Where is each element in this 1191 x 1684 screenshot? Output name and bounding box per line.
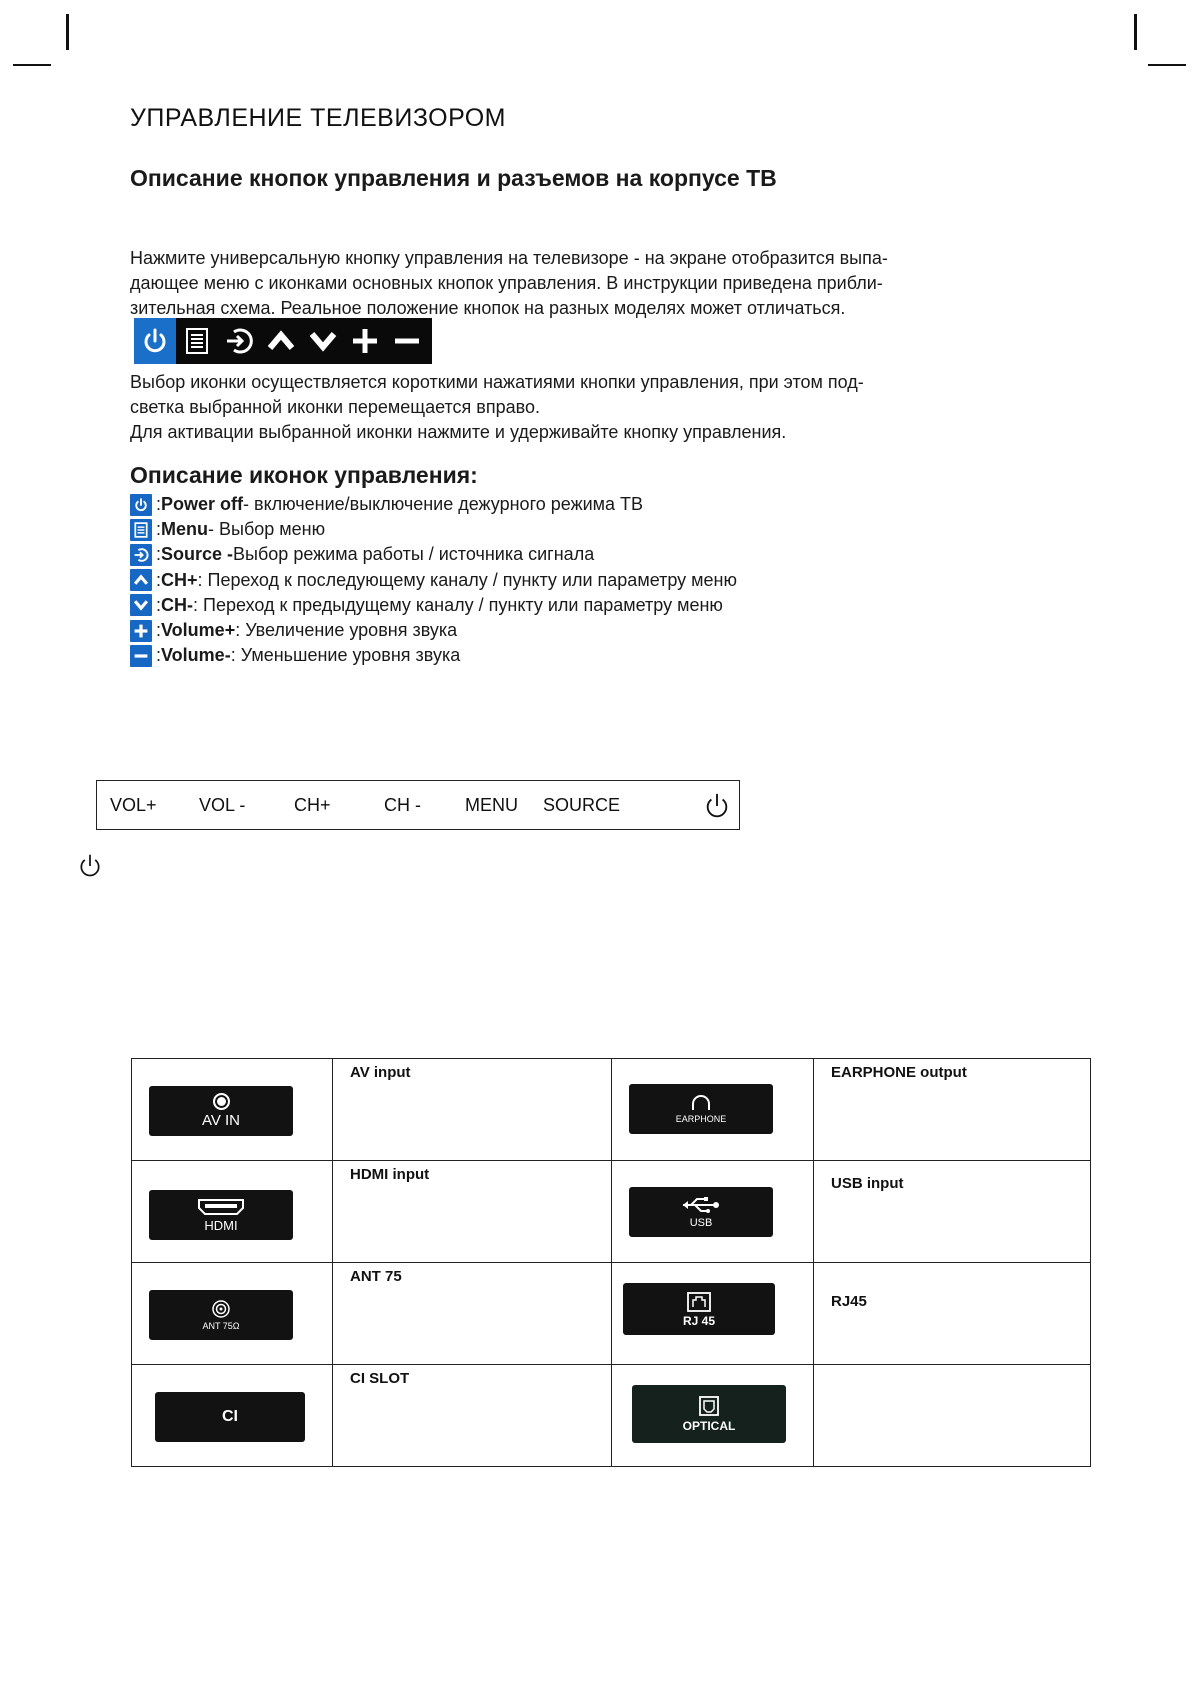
tv-button-panel	[96, 780, 740, 830]
plate-label: CI	[222, 1408, 238, 1425]
earphone-plate	[629, 1084, 773, 1134]
onscreen-icon-bar	[134, 318, 432, 364]
port-image-cell	[612, 1059, 814, 1161]
power-icon	[703, 792, 731, 825]
legend-name: Menu	[161, 519, 209, 540]
icon-legend	[130, 492, 737, 668]
volume-up-icon	[344, 318, 386, 364]
source-icon	[218, 318, 260, 364]
ch-up-icon	[130, 569, 152, 591]
plate-label: USB	[689, 1216, 713, 1229]
legend-item	[130, 643, 737, 668]
legend-desc: - Выбор меню	[208, 519, 326, 540]
legend-name: CH-	[161, 594, 194, 615]
ports-table	[131, 1058, 1091, 1467]
port-image-cell	[132, 1161, 333, 1263]
usb-plate	[629, 1187, 773, 1237]
port-desc-cell	[333, 1161, 612, 1263]
legend-sep: :	[156, 619, 162, 640]
section-subtitle: Описание кнопок управления и разъемов на корпусе ТВ	[130, 165, 777, 191]
plate-label: EARPHONE	[675, 1114, 727, 1124]
legend-item	[130, 517, 737, 542]
legend-name: Power off	[161, 494, 244, 514]
hdmi-plate	[149, 1190, 293, 1240]
power-icon	[130, 494, 152, 516]
legend-sep: :	[156, 645, 162, 666]
legend-name: Source -	[161, 544, 234, 565]
panel-label-menu: MENU	[465, 795, 518, 815]
legend-sep: :	[156, 544, 162, 565]
intro-line: Нажмите универсальную кнопку управления на телевизоре - на экране отобразится выпа-	[130, 248, 888, 268]
jack-icon	[213, 1093, 230, 1110]
legend-item	[130, 492, 737, 517]
volume-up-icon	[130, 620, 152, 642]
rj45-plate	[623, 1283, 775, 1335]
panel-label-vol-up: VOL+	[110, 795, 157, 815]
port-desc	[814, 1365, 1090, 1370]
legend-item	[130, 618, 737, 643]
optical-port-icon	[698, 1395, 720, 1417]
selection-line: Для активации выбранной иконки нажмите и удерживайте кнопку управления.	[130, 422, 787, 442]
legend-sep: :	[156, 494, 162, 514]
port-desc: AV input	[350, 1064, 411, 1081]
legend-desc: - включение/выключение дежурного режима ТВ	[243, 494, 644, 514]
table-row	[132, 1059, 1091, 1161]
volume-down-icon	[130, 645, 152, 667]
intro-paragraph	[130, 246, 950, 321]
table-row	[132, 1161, 1091, 1263]
intro-line: зительная схема. Реальное положение кнопок на разных моделях может отличаться.	[130, 298, 846, 318]
ci-plate	[155, 1392, 305, 1442]
intro-line: дающее меню с иконками основных кнопок управления. В инструкции приведена прибли-	[130, 273, 883, 293]
panel-label-vol-down: VOL -	[199, 795, 246, 815]
legend-item	[130, 593, 737, 618]
volume-down-icon	[386, 318, 428, 364]
port-image-cell	[612, 1263, 814, 1365]
plate-label: ANT 75Ω	[202, 1321, 240, 1331]
crop-mark-top-right-horizontal	[1148, 64, 1186, 66]
port-desc: ANT 75	[350, 1268, 402, 1285]
page-title: УПРАВЛЕНИЕ ТЕЛЕВИЗОРОМ	[130, 104, 506, 132]
av-in-plate	[149, 1086, 293, 1136]
port-desc-cell	[333, 1263, 612, 1365]
ethernet-icon	[686, 1291, 712, 1313]
port-image-cell	[132, 1059, 333, 1161]
legend-desc: : Уменьшение уровня звука	[230, 645, 461, 666]
port-image-cell	[132, 1365, 333, 1467]
plate-label: AV IN	[201, 1112, 241, 1129]
legend-item	[130, 568, 737, 593]
crop-mark-top-right-vertical	[1134, 14, 1137, 50]
icons-heading: Описание иконок управления:	[130, 462, 478, 488]
table-row	[132, 1263, 1091, 1365]
plate-label: RJ 45	[682, 1313, 716, 1328]
usb-icon	[681, 1196, 721, 1214]
legend-desc: : Увеличение уровня звука	[235, 619, 458, 640]
port-desc-cell	[814, 1161, 1091, 1263]
legend-desc: : Переход к предыдущему каналу / пункту или параметру меню	[193, 594, 723, 615]
menu-icon	[176, 318, 218, 364]
port-image-cell	[612, 1365, 814, 1467]
crop-mark-top-left-horizontal	[13, 64, 51, 66]
optical-plate	[632, 1385, 786, 1443]
headphone-icon	[690, 1094, 712, 1112]
legend-name: Volume-	[161, 645, 231, 666]
ch-down-icon	[302, 318, 344, 364]
panel-label-source: SOURCE	[543, 795, 621, 815]
port-desc: USB input	[831, 1175, 904, 1192]
ant-plate	[149, 1290, 293, 1340]
port-desc: CI SLOT	[350, 1370, 410, 1387]
crop-mark-top-left-vertical	[66, 14, 69, 50]
legend-sep: :	[156, 569, 162, 590]
selection-line: светка выбранной иконки перемещается вправо.	[130, 397, 540, 417]
hdmi-port-icon	[197, 1198, 245, 1216]
port-desc: HDMI input	[350, 1166, 430, 1183]
port-desc-cell	[814, 1059, 1091, 1161]
power-icon	[77, 853, 103, 884]
menu-icon	[130, 519, 152, 541]
legend-sep: :	[156, 519, 162, 540]
port-desc-cell	[333, 1365, 612, 1467]
port-image-cell	[132, 1263, 333, 1365]
port-desc-cell	[333, 1059, 612, 1161]
table-row	[132, 1365, 1091, 1467]
port-desc: EARPHONE output	[831, 1064, 967, 1081]
plate-label: HDMI	[204, 1217, 238, 1233]
port-image-cell	[612, 1161, 814, 1263]
panel-label-ch-up: CH+	[294, 795, 331, 815]
port-desc-cell	[814, 1365, 1091, 1467]
legend-desc: : Переход к последующему каналу / пункту или параметру меню	[197, 569, 737, 590]
legend-item	[130, 542, 737, 567]
ch-up-icon	[260, 318, 302, 364]
panel-label-ch-down: CH -	[384, 795, 421, 815]
plate-label: OPTICAL	[682, 1419, 736, 1433]
selection-paragraph	[130, 370, 950, 445]
legend-name: Volume+	[161, 619, 236, 640]
selection-line: Выбор иконки осуществляется короткими нажатиями кнопки управления, при этом под-	[130, 372, 864, 392]
ch-down-icon	[130, 594, 152, 616]
coax-icon	[211, 1299, 231, 1319]
source-icon	[130, 544, 152, 566]
port-desc: RJ45	[831, 1293, 867, 1310]
legend-name: CH+	[161, 569, 198, 590]
legend-sep: :	[156, 594, 162, 615]
legend-desc: Выбор режима работы / источника сигнала	[233, 544, 595, 565]
power-icon	[134, 318, 176, 364]
port-desc-cell	[814, 1263, 1091, 1365]
